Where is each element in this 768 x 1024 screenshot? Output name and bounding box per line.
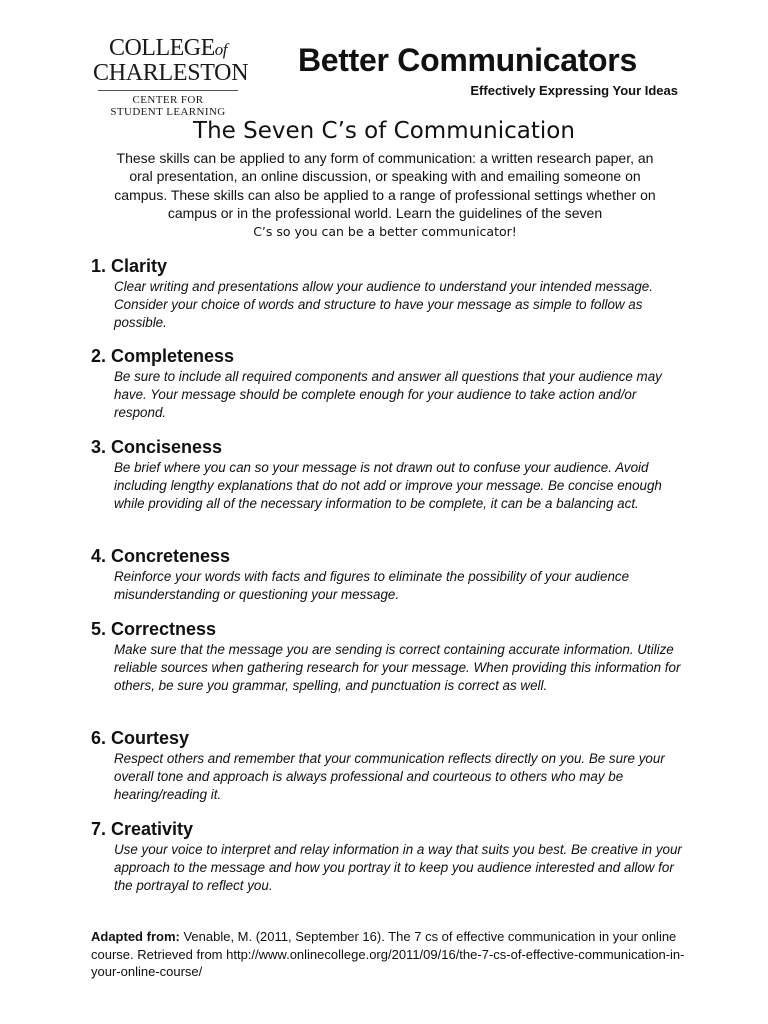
page-title: Better Communicators bbox=[298, 42, 637, 78]
logo-charleston-text: CHARLESTON bbox=[93, 60, 249, 86]
item-body: Respect others and remember that your communication reflects directly on you. Be sure your overall tone and approach is always professional and courteous to others who may be hearing/reading it. bbox=[114, 751, 665, 803]
section-title: The Seven C’s of Communication bbox=[193, 118, 575, 144]
citation-text: Venable, M. (2011, September 16). The 7 cs of effective communication in your online course bbox=[91, 929, 677, 962]
item-body: Be sure to include all required components and answer all questions that your audience may have. Your message should be complete enough for your audience to take action and/or respond. bbox=[114, 369, 662, 421]
intro-text: These skills can be applied to any form of communication: a written research paper, an oral presentation, an online discussion, or speaking with and emailing someone on campus. These skills can also be applied to a range of professional settings whether on campus or in the professional world. Learn the guidelines of the seven bbox=[114, 150, 656, 221]
item-heading: 5. Correctness bbox=[91, 619, 217, 639]
item-heading: 4. Concreteness bbox=[91, 546, 231, 566]
item-body: Use your voice to interpret and relay information in a way that suits you best. Be creative in your approach to the message and how you portray it to keep you audience interested and allow for the portrayal to reflect you. bbox=[114, 842, 682, 894]
item-correctness bbox=[91, 618, 691, 696]
citation-retrieved: . Retrieved from http://www.onlinecollege.org/2011/09/16/the-7-cs-of-effective-communication-in-your-online-course/ bbox=[91, 946, 685, 980]
item-courtesy bbox=[91, 727, 691, 805]
item-body: Reinforce your words with facts and figures to eliminate the possibility of your audience misunderstanding or questioning your message. bbox=[114, 569, 630, 603]
item-heading: 7. Creativity bbox=[91, 819, 194, 839]
intro-last-line: C’s so you can be a better communicator! bbox=[253, 224, 517, 240]
college-logo bbox=[93, 35, 249, 118]
item-clarity bbox=[91, 255, 691, 333]
logo-divider bbox=[98, 90, 238, 91]
item-heading: 2. Completeness bbox=[91, 346, 235, 366]
item-conciseness bbox=[91, 436, 691, 514]
page-subtitle: Effectively Expressing Your Ideas bbox=[470, 83, 678, 98]
logo-college-text: COLLEGE bbox=[108, 35, 215, 61]
intro-paragraph bbox=[110, 149, 660, 241]
item-completeness bbox=[91, 345, 691, 423]
item-concreteness bbox=[91, 545, 691, 604]
item-body: Clear writing and presentations allow your audience to understand your intended message. Consider your choice of words and structure to have your message as simple to follow as possible. bbox=[114, 279, 653, 331]
item-creativity bbox=[91, 818, 691, 896]
item-heading: 6. Courtesy bbox=[91, 728, 190, 748]
logo-center-line1: CENTER FOR bbox=[132, 94, 204, 106]
logo-of-text: of bbox=[214, 40, 228, 59]
citation-label: Adapted from: bbox=[91, 929, 180, 944]
item-body: Be brief where you can so your message is not drawn out to confuse your audience. Avoid including lengthy explanations that do not add or improve your message. Be concise enough while providing all of the necessary information to be complete, it can be a balancing act. bbox=[114, 460, 662, 512]
citation-footer bbox=[91, 928, 691, 981]
logo-center-line2: STUDENT LEARNING bbox=[110, 106, 226, 118]
item-heading: 3. Conciseness bbox=[91, 437, 223, 457]
item-heading: 1. Clarity bbox=[91, 256, 168, 276]
item-body: Make sure that the message you are sending is correct containing accurate information. Utilize reliable sources when gathering research for your message. When providing this information for others, be sure you grammar, spelling, and punctuation is correct as well. bbox=[114, 642, 681, 694]
